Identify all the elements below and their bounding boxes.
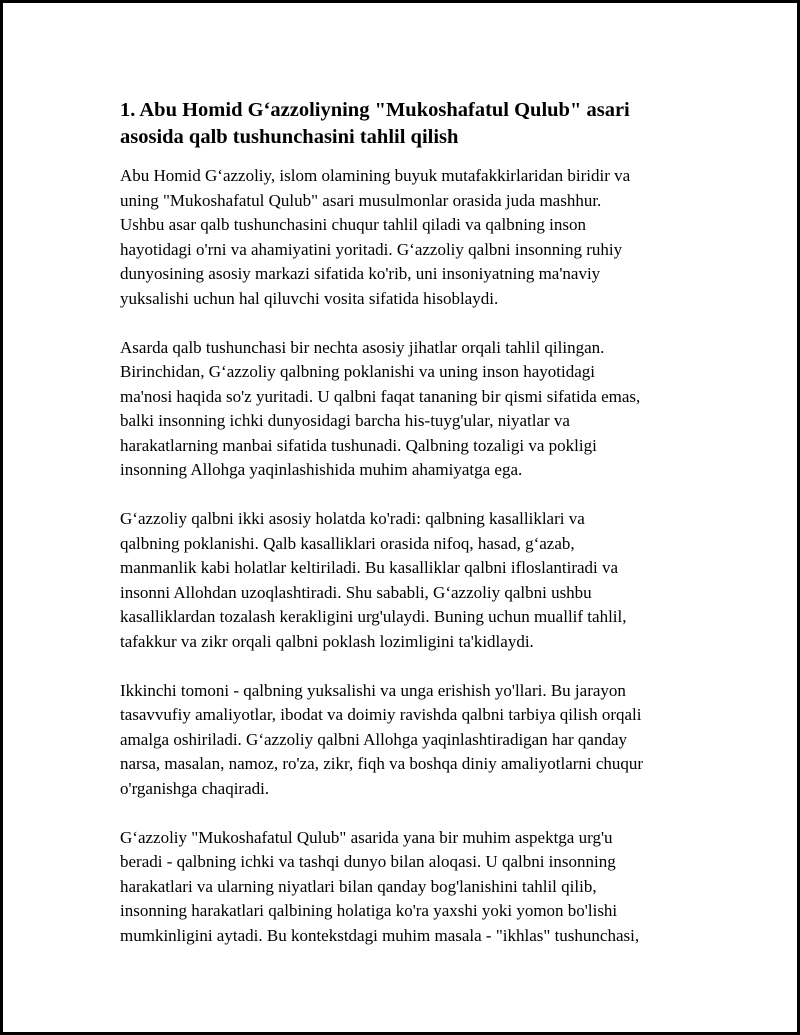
paragraph-3 bbox=[120, 507, 695, 654]
text-line: ma'nosi haqida so'z yuritadi. U qalbni faqat tananing bir qismi sifatida emas, bbox=[120, 386, 641, 406]
text-line: uning "Mukoshafatul Qulub" asari musulmonlar orasida juda mashhur. bbox=[120, 190, 602, 210]
text-line: mumkinligini aytadi. Bu kontekstdagi muhim masala - "ikhlas" tushunchasi, bbox=[120, 925, 640, 945]
document-body bbox=[120, 97, 695, 973]
paragraph-4 bbox=[120, 679, 695, 802]
text-line: Birinchidan, G‘azzoliy qalbning poklanishi va uning inson hayotidagi bbox=[120, 362, 595, 381]
heading-line: asosida qalb tushunchasini tahlil qilish bbox=[120, 126, 459, 148]
paragraph-1 bbox=[120, 164, 695, 311]
text-line: narsa, masalan, namoz, ro'za, zikr, fiqh va boshqa diniy amaliyotlarni chuqur bbox=[120, 754, 644, 773]
text-line: harakatlari va ularning niyatlari bilan qanday bog'lanishini tahlil qilib, bbox=[120, 876, 597, 896]
text-line: tafakkur va zikr orqali qalbni poklash lozimligini ta'kidlaydi. bbox=[120, 631, 534, 651]
text-line: Ikkinchi tomoni - qalbning yuksalishi va unga erishish yo'llari. Bu jarayon bbox=[120, 680, 626, 700]
text-line: qalbning poklanishi. Qalb kasalliklari orasida nifoq, hasad, g‘azab, bbox=[120, 533, 575, 553]
text-line: yuksalishi uchun hal qiluvchi vosita sifatida hisoblaydi. bbox=[120, 288, 499, 308]
text-line: dunyosining asosiy markazi sifatida ko'rib, uni insoniyatning ma'naviy bbox=[120, 264, 601, 283]
text-line: manmanlik kabi holatlar keltiriladi. Bu kasalliklar qalbni ifloslantiradi va bbox=[120, 558, 619, 577]
paragraph-5 bbox=[120, 826, 695, 949]
text-line: harakatlarning manbai sifatida tushunadi. Qalbning tozaligi va pokligi bbox=[120, 435, 597, 455]
text-line: amalga oshiriladi. G‘azzoliy qalbni Allohga yaqinlashtiradigan har qanday bbox=[120, 729, 628, 749]
paragraph-2 bbox=[120, 336, 695, 483]
text-line: Asarda qalb tushunchasi bir nechta asosiy jihatlar orqali tahlil qilingan. bbox=[120, 337, 605, 357]
text-line: G‘azzoliy "Mukoshafatul Qulub" asarida yana bir muhim aspektga urg'u bbox=[120, 827, 613, 847]
text-line: Abu Homid G‘azzoliy, islom olamining buyuk mutafakkirlaridan biridir va bbox=[120, 166, 631, 185]
text-line: hayotidagi o'rni va ahamiyatini yoritadi. G‘azzoliy qalbni insonning ruhiy bbox=[120, 239, 623, 259]
text-line: kasalliklardan tozalash kerakligini urg'ulaydi. Buning uchun muallif tahlil, bbox=[120, 607, 627, 626]
text-line: insonning Allohga yaqinlashishida muhim ahamiyatga ega. bbox=[120, 460, 523, 479]
text-line: balki insonning ichki dunyosidagi barcha his-tuyg'ular, niyatlar va bbox=[120, 411, 570, 430]
text-line: beradi - qalbning ichki va tashqi dunyo bilan aloqasi. U qalbni insonning bbox=[120, 852, 616, 871]
heading-line: 1. Abu Homid G‘azzoliyning "Mukoshafatul Qulub" asari bbox=[120, 99, 630, 121]
section-heading bbox=[120, 97, 695, 151]
text-line: insonning harakatlari qalbining holatiga ko'ra yaxshi yoki yomon bo'lishi bbox=[120, 901, 618, 920]
text-line: Ushbu asar qalb tushunchasini chuqur tahlil qiladi va qalbning inson bbox=[120, 215, 587, 234]
text-line: G‘azzoliy qalbni ikki asosiy holatda ko'radi: qalbning kasalliklari va bbox=[120, 509, 585, 528]
text-line: tasavvufiy amaliyotlar, ibodat va doimiy ravishda qalbni tarbiya qilish orqali bbox=[120, 705, 642, 724]
text-line: insonni Allohdan uzoqlashtiradi. Shu sababli, G‘azzoliy qalbni ushbu bbox=[120, 582, 592, 602]
text-line: o'rganishga chaqiradi. bbox=[120, 778, 270, 798]
